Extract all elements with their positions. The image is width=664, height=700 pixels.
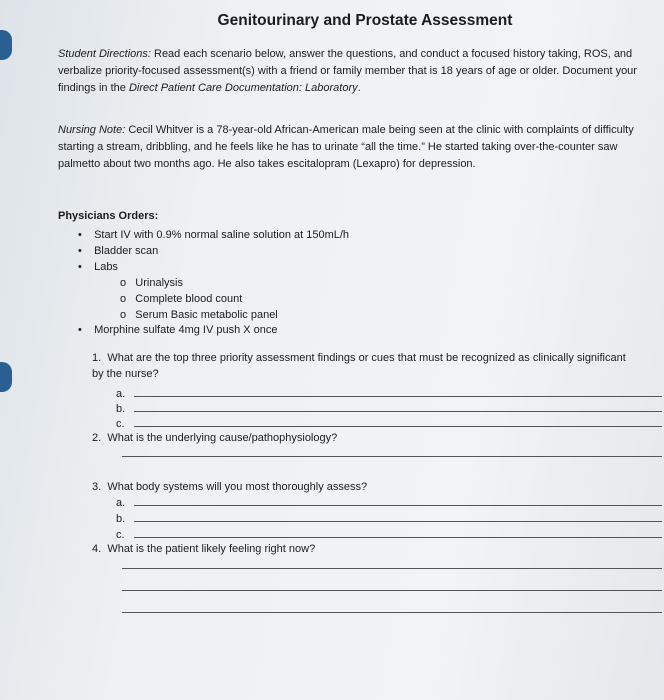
lab-item: o Serum Basic metabolic panel [120,309,278,321]
binder-hole [0,30,12,60]
nursing-note-text: Cecil Whitver is a 78-year-old African-American male being seen at the clinic with complaints of difficulty starting a stream, dribbling, and he feels like he has to urinate “all the time.” He started taking over-the-counter saw palmetto about two months ago. He also takes escitalopram (Lexapro) for depression. [58,124,634,170]
orders-heading: Physicians Orders: [58,210,159,222]
lab-item: o Complete blood count [120,293,243,305]
page-title: Genitourinary and Prostate Assessment [217,12,513,29]
answer-line[interactable] [122,590,662,591]
order-item: • Start IV with 0.9% normal saline solution at 150mL/h [78,229,350,241]
answer-line[interactable] [122,568,662,569]
question-4: 4. What is the patient likely feeling right now? [92,543,316,555]
answer-line[interactable] [134,537,662,538]
order-item: • Bladder scan [78,245,159,257]
answer-label: a. [116,497,126,509]
answer-label: c. [116,418,125,430]
answer-line[interactable] [134,396,662,397]
directions-text: Read each scenario below, answer the questions, and conduct a focused history taking, ROS, and verbalize priority-focused assessment(s) with a friend or family member that is 18 years of age or older. Document your findings in the [58,48,637,94]
answer-line[interactable] [134,426,662,427]
question-1: 1. What are the top three priority assessment findings or cues that must be recognized as clinically significant by the nurse? [92,352,626,380]
answer-line[interactable] [122,456,662,457]
order-item: • Morphine sulfate 4mg IV push X once [78,324,278,336]
nursing-note-label: Nursing Note: [58,124,126,136]
answer-label: a. [116,388,126,400]
directions-label: Student Directions: [58,48,151,60]
answer-label: b. [116,513,126,525]
answer-label: b. [116,403,126,415]
documentation-name: Direct Patient Care Documentation: Laboratory [128,82,358,94]
answer-line[interactable] [134,411,662,412]
answer-line[interactable] [134,505,662,506]
question-3: 3. What body systems will you most thoroughly assess? [92,481,368,493]
answer-label: c. [116,529,125,541]
binder-hole [0,362,12,392]
answer-line[interactable] [134,521,662,522]
student-directions [58,46,658,97]
question-2: 2. What is the underlying cause/pathophysiology? [92,432,338,444]
answer-line[interactable] [122,612,662,613]
directions-end: . [357,82,361,94]
order-item: • Labs [78,261,118,273]
nursing-note [58,122,662,173]
lab-item: o Urinalysis [120,277,183,289]
